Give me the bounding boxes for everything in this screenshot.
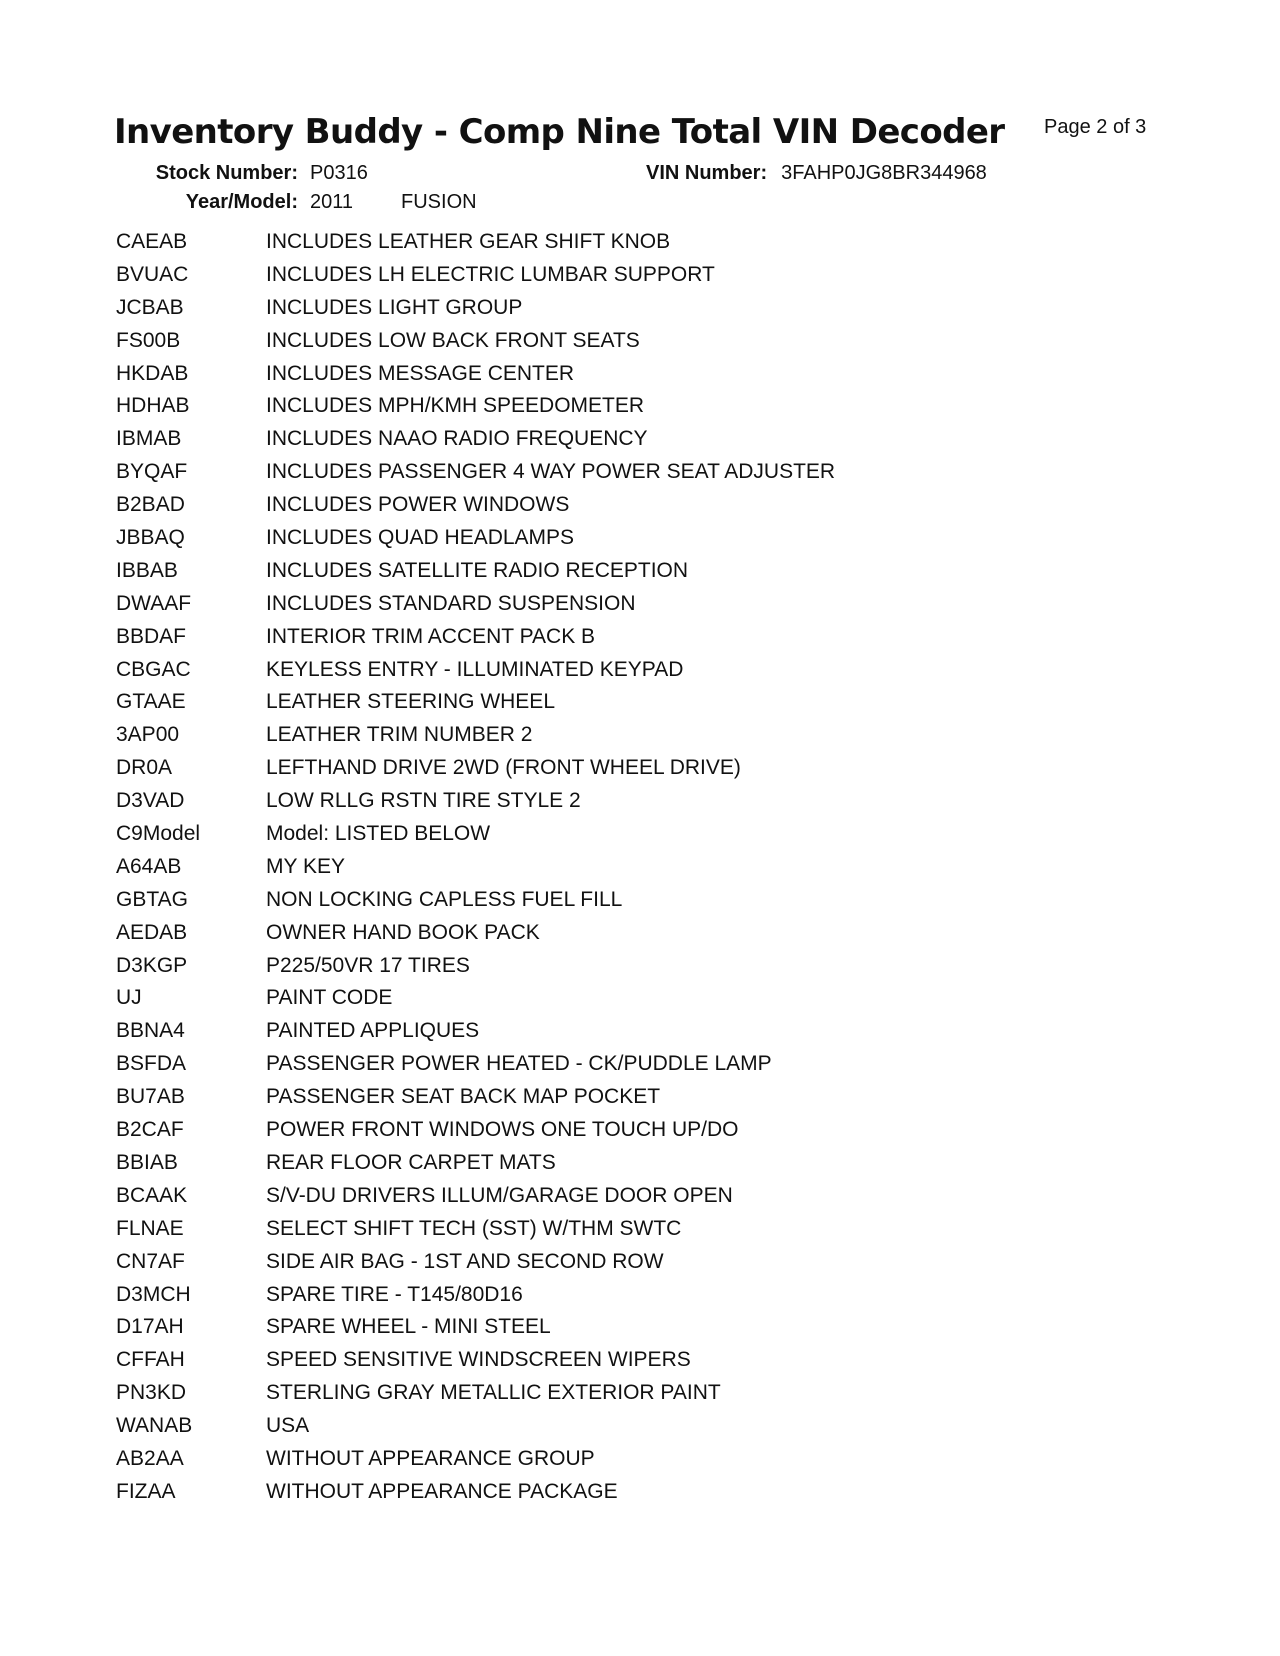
option-code-list bbox=[116, 230, 835, 1513]
option-description: PASSENGER POWER HEATED - CK/PUDDLE LAMP bbox=[266, 1052, 772, 1076]
year-model-label: Year/Model: bbox=[185, 191, 298, 213]
option-row bbox=[116, 559, 835, 592]
option-row bbox=[116, 296, 835, 329]
option-code: UJ bbox=[116, 986, 142, 1010]
option-description: INCLUDES POWER WINDOWS bbox=[266, 493, 570, 517]
option-description: INCLUDES PASSENGER 4 WAY POWER SEAT ADJUSTER bbox=[266, 460, 836, 484]
option-code: CN7AF bbox=[116, 1249, 185, 1273]
option-description: INCLUDES LIGHT GROUP bbox=[266, 295, 523, 319]
option-row bbox=[116, 1052, 835, 1085]
option-row bbox=[116, 427, 835, 460]
option-description: PASSENGER SEAT BACK MAP POCKET bbox=[266, 1085, 661, 1109]
option-description: LEATHER STEERING WHEEL bbox=[266, 690, 555, 714]
option-code: C9Model bbox=[116, 822, 201, 846]
option-code: AB2AA bbox=[116, 1446, 184, 1470]
option-description: S/V-DU DRIVERS ILLUM/GARAGE DOOR OPEN bbox=[266, 1183, 733, 1207]
option-code: GTAAE bbox=[116, 690, 186, 714]
option-code: IBBAB bbox=[116, 558, 178, 582]
option-row bbox=[116, 1118, 835, 1151]
option-code: D3VAD bbox=[116, 789, 185, 813]
option-row bbox=[116, 1480, 835, 1513]
option-description: POWER FRONT WINDOWS ONE TOUCH UP/DO bbox=[266, 1118, 739, 1142]
option-row bbox=[116, 460, 835, 493]
option-row bbox=[116, 1348, 835, 1381]
option-description: MY KEY bbox=[266, 854, 345, 878]
option-description: Model: LISTED BELOW bbox=[266, 822, 491, 846]
option-description: KEYLESS ENTRY - ILLUMINATED KEYPAD bbox=[266, 657, 684, 681]
option-row bbox=[116, 625, 835, 658]
option-description: INCLUDES STANDARD SUSPENSION bbox=[266, 591, 636, 615]
vin-number-row bbox=[646, 162, 987, 185]
option-description: SIDE AIR BAG - 1ST AND SECOND ROW bbox=[266, 1249, 664, 1273]
option-row bbox=[116, 658, 835, 691]
option-row bbox=[116, 756, 835, 789]
option-code: BCAAK bbox=[116, 1183, 188, 1207]
option-description: INCLUDES QUAD HEADLAMPS bbox=[266, 526, 575, 550]
option-row bbox=[116, 362, 835, 395]
option-row bbox=[116, 1447, 835, 1480]
option-code: FLNAE bbox=[116, 1216, 184, 1240]
option-description: REAR FLOOR CARPET MATS bbox=[266, 1150, 556, 1174]
option-description: STERLING GRAY METALLIC EXTERIOR PAINT bbox=[266, 1381, 721, 1405]
option-row bbox=[116, 1151, 835, 1184]
option-code: DWAAF bbox=[116, 591, 192, 615]
option-row bbox=[116, 855, 835, 888]
option-row bbox=[116, 493, 835, 526]
option-row bbox=[116, 1250, 835, 1283]
option-code: BBNA4 bbox=[116, 1019, 185, 1043]
option-description: NON LOCKING CAPLESS FUEL FILL bbox=[266, 887, 623, 911]
option-code: JBBAQ bbox=[116, 526, 185, 550]
option-row bbox=[116, 230, 835, 263]
option-description: INCLUDES LEATHER GEAR SHIFT KNOB bbox=[266, 230, 671, 253]
year-value: 2011 bbox=[310, 191, 354, 213]
option-description: INCLUDES LOW BACK FRONT SEATS bbox=[266, 328, 640, 352]
model-value: FUSION bbox=[401, 191, 477, 213]
option-code: CFFAH bbox=[116, 1348, 185, 1372]
stock-number-row bbox=[114, 162, 368, 185]
option-description: OWNER HAND BOOK PACK bbox=[266, 920, 540, 944]
option-code: D17AH bbox=[116, 1315, 184, 1339]
option-description: PAINT CODE bbox=[266, 986, 393, 1010]
option-row bbox=[116, 526, 835, 559]
option-row bbox=[116, 1184, 835, 1217]
option-code: WANAB bbox=[116, 1414, 193, 1438]
option-row bbox=[116, 888, 835, 921]
option-row bbox=[116, 690, 835, 723]
option-code: 3AP00 bbox=[116, 723, 180, 747]
option-code: D3MCH bbox=[116, 1282, 191, 1306]
option-row bbox=[116, 329, 835, 362]
option-row bbox=[116, 592, 835, 625]
option-row bbox=[116, 986, 835, 1019]
option-description: SPARE TIRE - T145/80D16 bbox=[266, 1282, 523, 1306]
page-number: Page 2 of 3 bbox=[1044, 116, 1147, 138]
option-code: JCBAB bbox=[116, 295, 184, 319]
option-code: GBTAG bbox=[116, 887, 188, 911]
option-description: INCLUDES MPH/KMH SPEEDOMETER bbox=[266, 394, 645, 418]
option-code: BYQAF bbox=[116, 460, 188, 484]
option-code: FIZAA bbox=[116, 1479, 176, 1503]
option-description: INCLUDES LH ELECTRIC LUMBAR SUPPORT bbox=[266, 262, 715, 286]
option-description: INCLUDES NAAO RADIO FREQUENCY bbox=[266, 427, 648, 451]
option-row bbox=[116, 954, 835, 987]
option-description: INCLUDES SATELLITE RADIO RECEPTION bbox=[266, 558, 689, 582]
option-code: BBIAB bbox=[116, 1150, 178, 1174]
option-row bbox=[116, 789, 835, 822]
option-row bbox=[116, 1381, 835, 1414]
report-title: Inventory Buddy - Comp Nine Total VIN Decoder bbox=[114, 112, 1005, 152]
option-row bbox=[116, 723, 835, 756]
year-model-row bbox=[114, 191, 477, 214]
option-code: BSFDA bbox=[116, 1052, 187, 1076]
vin-number-label: VIN Number: bbox=[646, 162, 768, 184]
option-description: LEATHER TRIM NUMBER 2 bbox=[266, 723, 533, 747]
option-row bbox=[116, 1085, 835, 1118]
option-code: BU7AB bbox=[116, 1085, 185, 1109]
option-code: CAEAB bbox=[116, 230, 188, 253]
option-description: INCLUDES MESSAGE CENTER bbox=[266, 361, 575, 385]
option-description: SPARE WHEEL - MINI STEEL bbox=[266, 1315, 551, 1339]
vin-number-value: 3FAHP0JG8BR344968 bbox=[781, 162, 987, 184]
option-description: LEFTHAND DRIVE 2WD (FRONT WHEEL DRIVE) bbox=[266, 756, 741, 780]
option-code: BBDAF bbox=[116, 624, 187, 648]
option-row bbox=[116, 263, 835, 296]
option-code: BVUAC bbox=[116, 262, 189, 286]
option-code: CBGAC bbox=[116, 657, 191, 681]
option-code: IBMAB bbox=[116, 427, 182, 451]
option-row bbox=[116, 822, 835, 855]
option-code: PN3KD bbox=[116, 1381, 187, 1405]
option-code: HKDAB bbox=[116, 361, 189, 385]
option-description: SPEED SENSITIVE WINDSCREEN WIPERS bbox=[266, 1348, 691, 1372]
option-row bbox=[116, 394, 835, 427]
option-description: SELECT SHIFT TECH (SST) W/THM SWTC bbox=[266, 1216, 682, 1240]
option-description: PAINTED APPLIQUES bbox=[266, 1019, 480, 1043]
option-code: B2CAF bbox=[116, 1118, 184, 1142]
option-description: USA bbox=[266, 1414, 310, 1438]
option-code: AEDAB bbox=[116, 920, 188, 944]
option-code: D3KGP bbox=[116, 953, 188, 977]
option-code: HDHAB bbox=[116, 394, 190, 418]
stock-number-label: Stock Number: bbox=[155, 162, 298, 184]
option-code: FS00B bbox=[116, 328, 181, 352]
option-description: WITHOUT APPEARANCE GROUP bbox=[266, 1446, 595, 1470]
option-code: DR0A bbox=[116, 756, 173, 780]
option-description: P225/50VR 17 TIRES bbox=[266, 953, 470, 977]
option-description: INTERIOR TRIM ACCENT PACK B bbox=[266, 624, 596, 648]
option-row bbox=[116, 1315, 835, 1348]
option-row bbox=[116, 1217, 835, 1250]
option-row bbox=[116, 1283, 835, 1316]
option-description: WITHOUT APPEARANCE PACKAGE bbox=[266, 1479, 618, 1503]
option-row bbox=[116, 1414, 835, 1447]
option-row bbox=[116, 921, 835, 954]
option-description: LOW RLLG RSTN TIRE STYLE 2 bbox=[266, 789, 581, 813]
option-code: A64AB bbox=[116, 854, 182, 878]
option-code: B2BAD bbox=[116, 493, 185, 517]
stock-number-value: P0316 bbox=[310, 162, 368, 184]
option-row bbox=[116, 1019, 835, 1052]
